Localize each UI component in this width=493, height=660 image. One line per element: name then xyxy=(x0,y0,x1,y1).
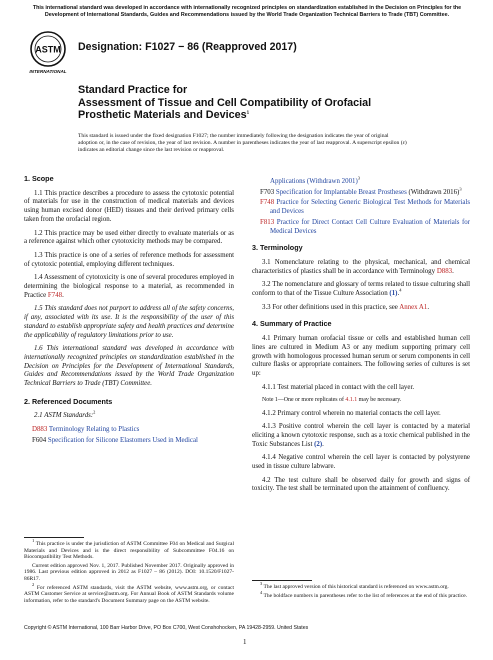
link-d883[interactable]: D883 xyxy=(436,267,453,275)
issuance-note: This standard is issued under the fixed designation F1027; the number immediately following the designation indicates the year of original adoption or, in the case of revision, the year of last revision. A number in parentheses indicates the year of last reapproval. A superscript epsilon (ε) indicates an editorial change since the last revision or reapproval. xyxy=(78,133,407,153)
footnote-3: $^3$ The last approved version of this historical standard is referenced on www.astm.org. xyxy=(260,581,449,590)
ref-f604-cont: Applications (Withdrawn 2001)$^3$ xyxy=(270,175,361,185)
para-1-5: 1.5 This standard does not purport to address all of the safety concerns, if any, associated with its use. It is the responsibility of the user of this standard to establish appropriate safety and health practices and determine the applicability of regulatory limitations prior to use. xyxy=(24,305,234,339)
ref-f703-title[interactable]: Specification for Implantable Breast Prostheses xyxy=(275,188,407,196)
title-line-1: Standard Practice for xyxy=(78,84,188,96)
para-4-1-3: 4.1.3 Positive control wherein the cell layer is contacted by a material eliciting a known cytotoxic response, such as a toxic chemical published in the Toxic Substances List (2). xyxy=(252,423,470,448)
refs-heading: 2. Referenced Documents xyxy=(24,396,113,406)
ref-f813-title[interactable]: Practice for Direct Contact Cell Culture Evaluation of Materials for Medical Devices xyxy=(270,218,470,235)
ref-d883-code[interactable]: D883 xyxy=(32,426,48,434)
para-1-3: 1.3 This practice is one of a series of reference methods for assessment of cytotoxic potential, employing different techniques. xyxy=(24,251,234,268)
footnote-2: $^2$ For referenced ASTM standards, visit the ASTM website, www.astm.org, or contact ASTM Customer Service at service@astm.org. For Annual Book of ASTM Standards volume information, refer to the standard's Document Summary page on the ASTM website. xyxy=(24,581,235,604)
para-4-1-4: 4.1.4 Negative control wherein the cell layer is contacted by polystyrene used in tissue culture labware. xyxy=(252,454,470,471)
para-1-2: 1.2 This practice may be used either directly to evaluate materials or as a reference against which other cytotoxicity methods may be compared. xyxy=(24,229,234,246)
ref-f748-code[interactable]: F748 xyxy=(260,199,275,207)
footnote-4: $^4$ The boldface numbers in parentheses refer to the list of references at the end of this practice. xyxy=(260,589,468,599)
logo-subtitle: INTERNATIONAL xyxy=(29,69,67,74)
title-line-3: Prosthetic Materials and Devices$^1$ xyxy=(78,109,250,122)
para-1-6: 1.6 This international standard was developed in accordance with internationally recognized principles on standardization established in the Decision on Principles for the Development of International Standards, Guides and Recommendations issued by the World Trade Organization Technical Barriers to Trade (TBT) Committee. xyxy=(24,345,234,388)
title-line-2: Assessment of Tissue and Cell Compatibility of Orofacial xyxy=(78,96,372,109)
copyright-footer: Copyright © ASTM International, 100 Barr Harbor Drive, PO Box C700, West Conshohocken, PA 19428-2959. United States xyxy=(24,625,309,631)
link-4-1-1[interactable]: 4.1.1 xyxy=(345,397,358,404)
link-f748[interactable]: F748 xyxy=(47,291,63,299)
para-3-3: 3.3 For other definitions used in this practice, see Annex A1. xyxy=(262,303,430,311)
footnotes-right xyxy=(252,581,470,601)
para-4-2: 4.2 The test culture shall be observed daily for growth and signs of toxicity. The test shall be terminated upon the attainment of confluency. xyxy=(252,476,470,493)
ref-f813 xyxy=(252,219,470,236)
page-number: 1 xyxy=(243,638,247,646)
summary-heading: 4. Summary of Practice xyxy=(252,319,332,329)
ref-f703: F703 Specification for Implantable Breast Prostheses (Withdrawn 2016)$^3$ xyxy=(260,186,462,196)
standard-title xyxy=(78,84,458,122)
ref-f748-title[interactable]: Practice for Selecting Generic Biological Test Methods for Materials and Devices xyxy=(270,199,470,216)
ref-f748 xyxy=(252,199,470,216)
para-4-1-2: 4.1.2 Primary control wherein no material contacts the cell layer. xyxy=(262,409,441,417)
scope-heading: 1. Scope xyxy=(24,174,54,183)
para-3-1: 3.1 Nomenclature relating to the physical, mechanical, and chemical characteristics of plastics shall be in accordance with Terminology D883. xyxy=(252,258,470,275)
para-4-1-1: 4.1.1 Test material placed in contact with the cell layer. xyxy=(262,383,415,391)
ref-2-link[interactable]: (2) xyxy=(314,440,323,448)
footnote-1b: Current edition approved Nov. 1, 2017. Published November 2017. Originally approved in 1986. Last previous edition approved in 2012 as F1027 – 86 (2012). DOI: 10.1520/F1027-86R17. xyxy=(24,562,234,582)
terminology-heading: 3. Terminology xyxy=(252,243,303,253)
ref-1-link[interactable]: (1) xyxy=(389,290,398,298)
para-1-1: 1.1 This practice describes a procedure to assess the cytotoxic potential of materials for use in the construction of medical materials and devices using human excised donor (HED) tissues and their derived primary cells taken from the orofacial region. xyxy=(24,189,234,223)
note-1: Note 1—One or more replicates of 4.1.1 may be necessary. xyxy=(262,397,402,404)
left-column xyxy=(24,175,234,448)
para-1-4: 1.4 Assessment of cytotoxicity is one of several procedures employed in determining the biological response to a material, as recommended in Practice F748. xyxy=(24,274,234,299)
logo-wordmark: ASTM xyxy=(35,44,61,55)
astm-standards-sub: 2.1 ASTM Standards:$^2$ xyxy=(34,410,96,420)
right-column xyxy=(252,175,470,499)
ref-f604-title[interactable]: Specification for Silicone Elastomers Used in Medical xyxy=(47,436,198,444)
ref-d883 xyxy=(24,426,234,435)
footnotes-left xyxy=(24,538,235,606)
para-4-1: 4.1 Primary human orofacial tissue or cells and established human cell lines are cultured in Medium A3 or any medium supporting primary cell growth with homologous processed human serum or serum components in cell culture flasks or appropriate containers. The following series of cultures is set up: xyxy=(252,335,470,377)
ref-d883-title[interactable]: Terminology Relating to Plastics xyxy=(48,426,140,434)
ref-f813-code[interactable]: F813 xyxy=(260,218,275,226)
designation: Designation: F1027 − 86 (Reapproved 2017) xyxy=(78,41,297,53)
footnote-1: $^1$ This practice is under the jurisdiction of ASTM Committee F04 on Medical and Surgical Materials and Devices and is the direct responsibility of Subcommittee F04.16 on Biocompatibility Test Methods. xyxy=(24,538,234,561)
tbt-notice: This international standard was developed in accordance with internationally recognized principles on standardization established in the Decision on Principles for the Development of International Standards, Guides and Recommendations issued by the World Trade Organization Technical Barriers to Trade (TBT) Committee. xyxy=(32,5,462,18)
astm-logo xyxy=(28,30,68,76)
para-3-2: 3.2 The nomenclature and glossary of terms related to tissue culturing shall conform to that of the Tissue Culture Association (1).$^4$ xyxy=(252,281,470,298)
ref-f604: F604 Specification for Silicone Elastomers Used in Medical xyxy=(32,436,198,444)
link-annex-a1[interactable]: Annex A1 xyxy=(399,303,428,311)
